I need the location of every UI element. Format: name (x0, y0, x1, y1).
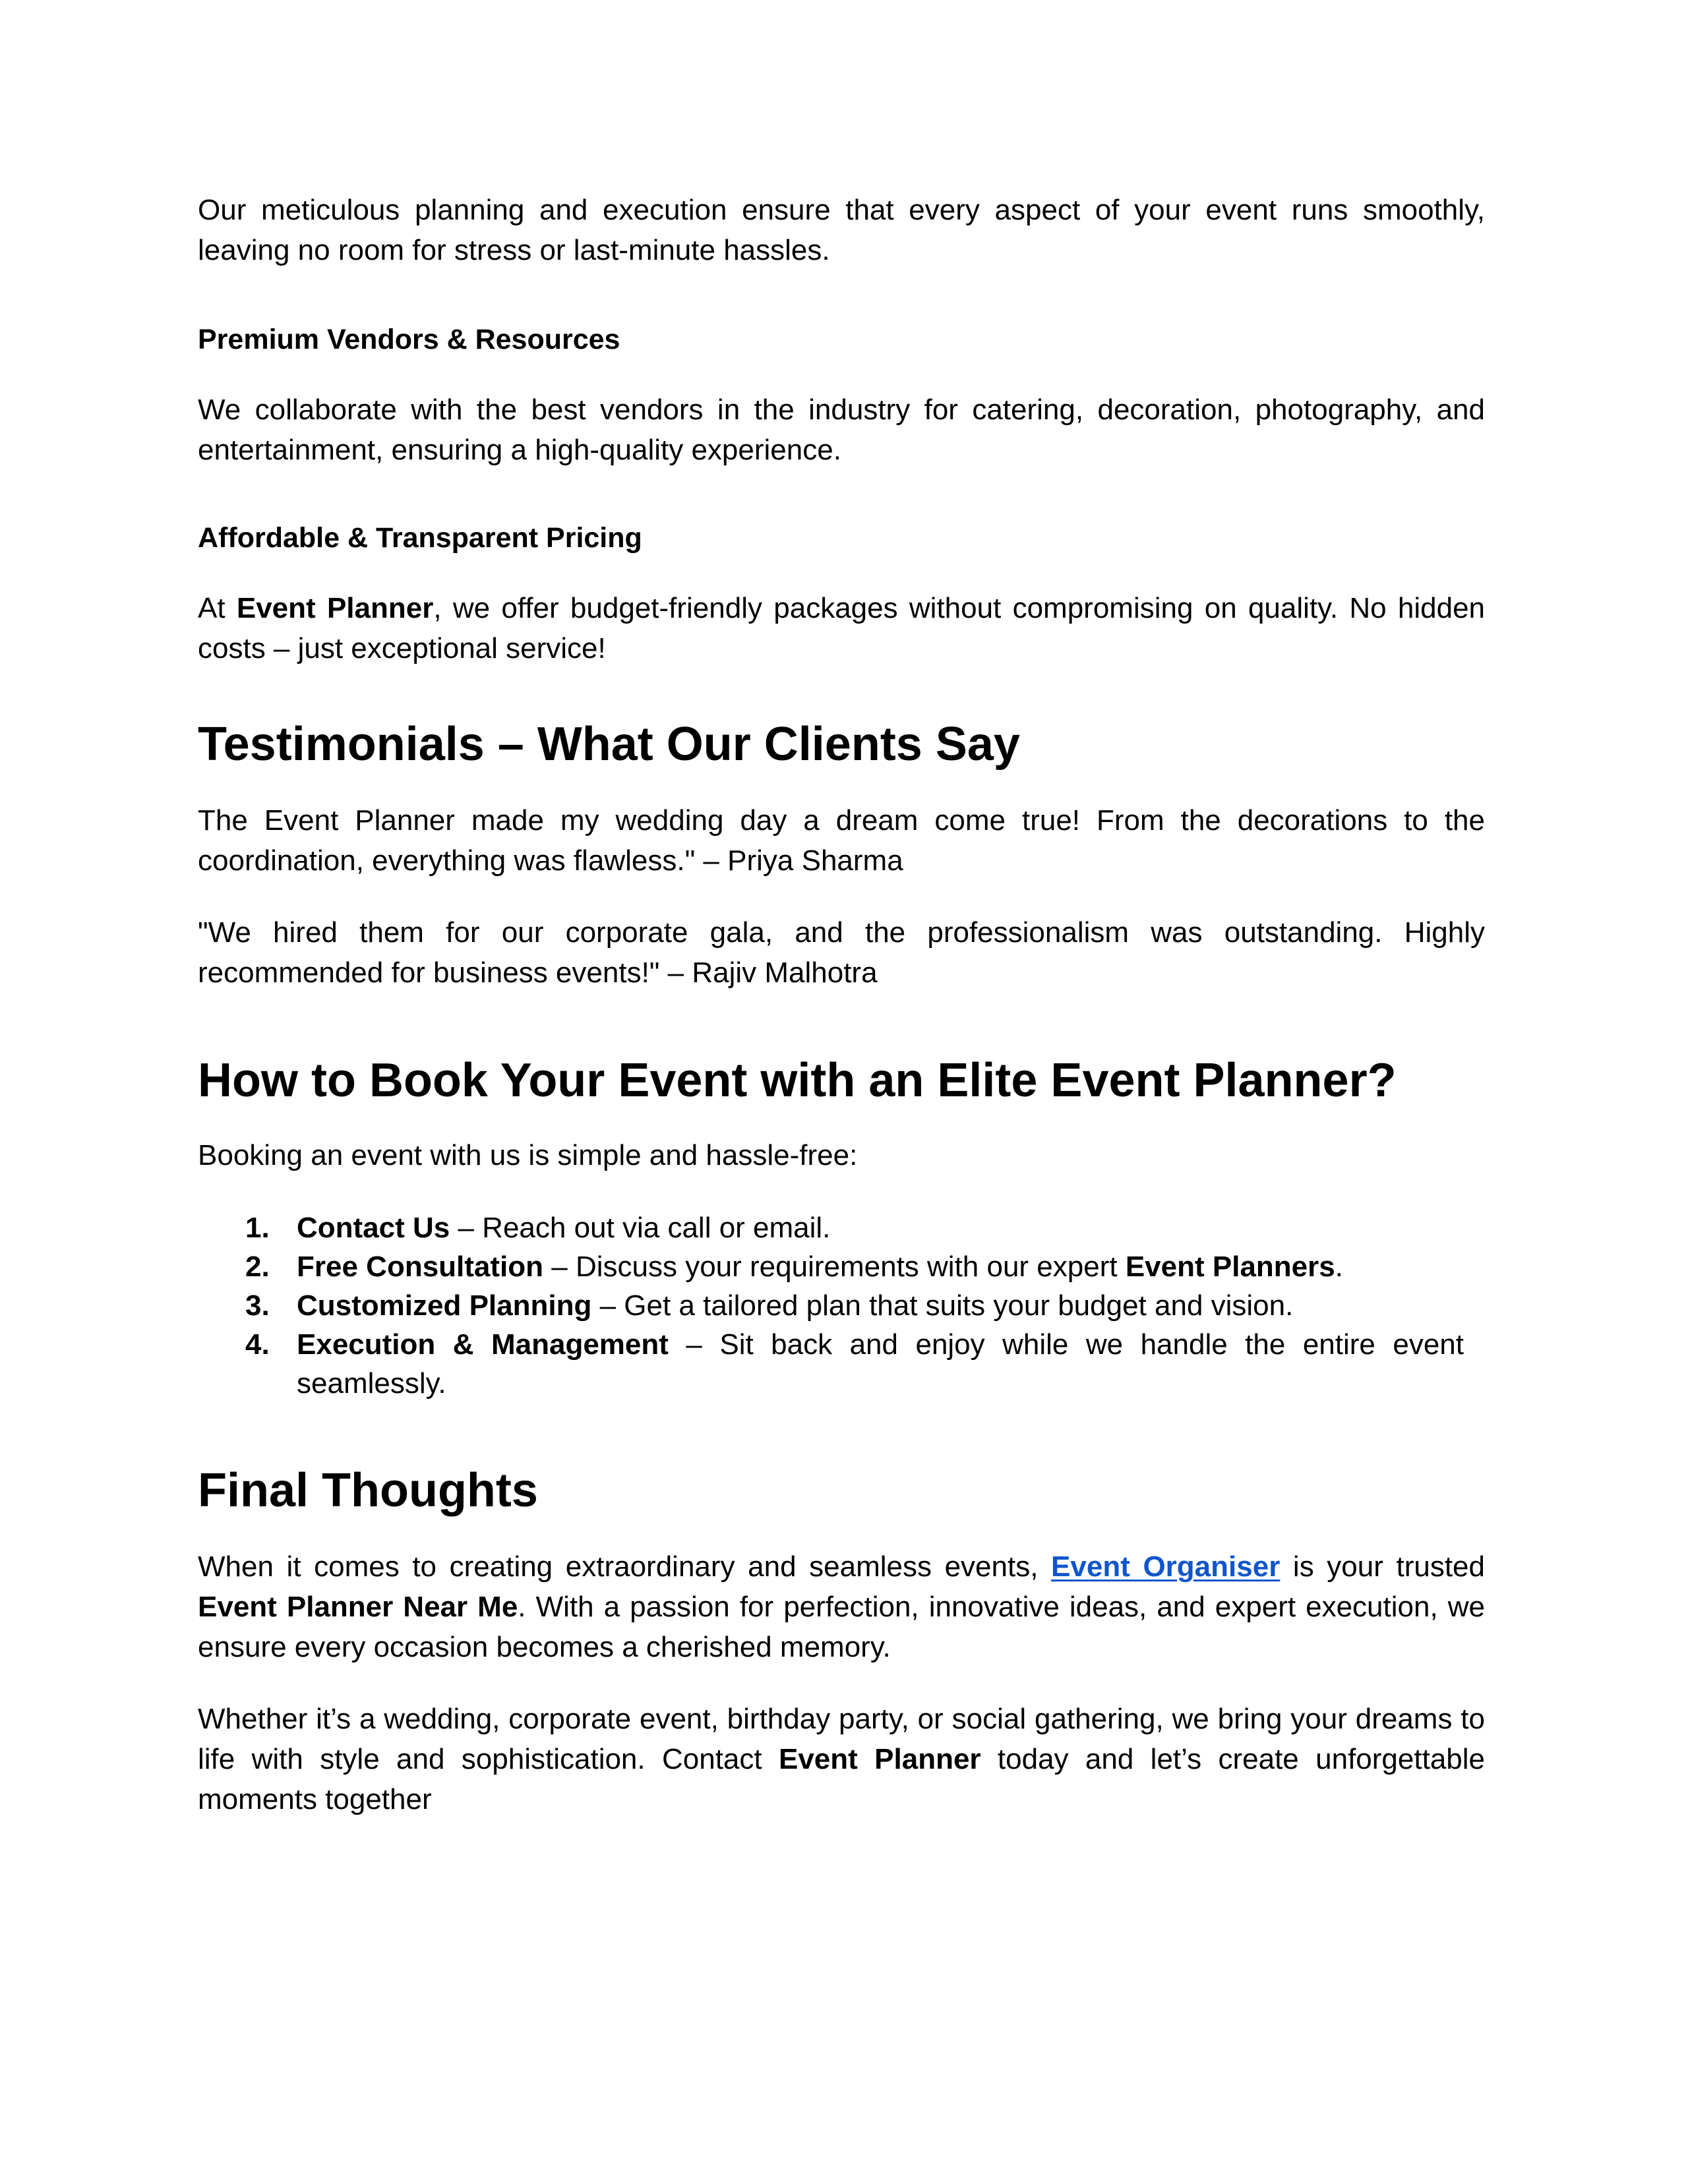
step-title: Contact Us (297, 1212, 450, 1244)
testimonial-quote: The Event Planner made my wedding day a dream come true! From the decorations to the coordination, everything was flawless." – Priya Sharma (198, 804, 1485, 877)
final-p1-prefix: When it comes to creating extraordinary and seamless events, (198, 1550, 1052, 1583)
final-p2-emphasis: Event Planner (778, 1743, 981, 1775)
pricing-heading: Affordable & Transparent Pricing (198, 522, 642, 554)
pricing-text-suffix: , we offer budget-friendly packages without compromising on quality. No hidden costs – just exceptional service! (198, 592, 1486, 664)
final-p2-prefix: Whether it’s a wedding, corporate event, birthday party, or social gathering, we bring your dreams to life with style and sophistication. Contact (198, 1703, 1485, 1775)
intro-paragraph: Our meticulous planning and execution ensure that every aspect of your event runs smoothly, leaving no room for stress or last-minute hassles. (198, 194, 1485, 266)
booking-step (198, 1286, 1485, 1325)
document-page (198, 190, 1485, 1819)
final-p1-emphasis: Event Planner Near Me (198, 1591, 518, 1623)
final-p1-mid: is your trusted (1280, 1550, 1486, 1583)
testimonial-quote: "We hired them for our corporate gala, and the professionalism was outstanding. Highly recommended for business events!" – Rajiv Malhotra (198, 916, 1485, 989)
step-text: – Get a tailored plan that suits your budget and vision. (591, 1289, 1294, 1322)
step-title: Customized Planning (297, 1289, 592, 1322)
final-paragraph-2 (198, 1699, 1485, 1819)
booking-step (198, 1208, 1485, 1247)
booking-step (198, 1247, 1485, 1286)
step-text: – Sit back and enjoy while we handle the entire event seamlessly. (297, 1328, 1464, 1400)
booking-steps-list (198, 1208, 1485, 1403)
step-emphasis: Event Planners (1125, 1251, 1335, 1283)
step-text: – Reach out via call or email. (450, 1212, 831, 1244)
step-number: 4. (245, 1328, 270, 1361)
booking-heading: How to Book Your Event with an Elite Event Planner? (198, 1054, 1397, 1107)
final-p2-suffix: today and let’s create unforgettable moments together (198, 1743, 1486, 1815)
pricing-brand-name: Event Planner (236, 592, 434, 624)
step-number: 3. (245, 1289, 270, 1322)
final-thoughts-heading: Final Thoughts (198, 1464, 538, 1517)
step-tail: . (1335, 1251, 1343, 1283)
premium-vendors-heading: Premium Vendors & Resources (198, 324, 620, 355)
final-p1-suffix: . With a passion for perfection, innovative ideas, and expert execution, we ensure every occasion becomes a cherished memory. (198, 1591, 1485, 1663)
pricing-paragraph (198, 588, 1485, 668)
booking-intro: Booking an event with us is simple and hassle-free: (198, 1139, 858, 1171)
step-title: Execution & Management (297, 1328, 669, 1361)
final-paragraph-1 (198, 1547, 1485, 1667)
step-number: 1. (245, 1212, 270, 1244)
booking-step (198, 1325, 1485, 1403)
step-text: – Discuss your requirements with our expert (543, 1251, 1126, 1283)
step-number: 2. (245, 1251, 270, 1283)
pricing-text-prefix: At (198, 592, 237, 624)
testimonials-heading: Testimonials – What Our Clients Say (198, 718, 1020, 771)
event-organiser-link[interactable]: Event Organiser (1051, 1550, 1281, 1583)
step-title: Free Consultation (297, 1251, 544, 1283)
premium-vendors-paragraph: We collaborate with the best vendors in the industry for catering, decoration, photography, and entertainment, ensuring a high-quality experience. (198, 394, 1485, 466)
